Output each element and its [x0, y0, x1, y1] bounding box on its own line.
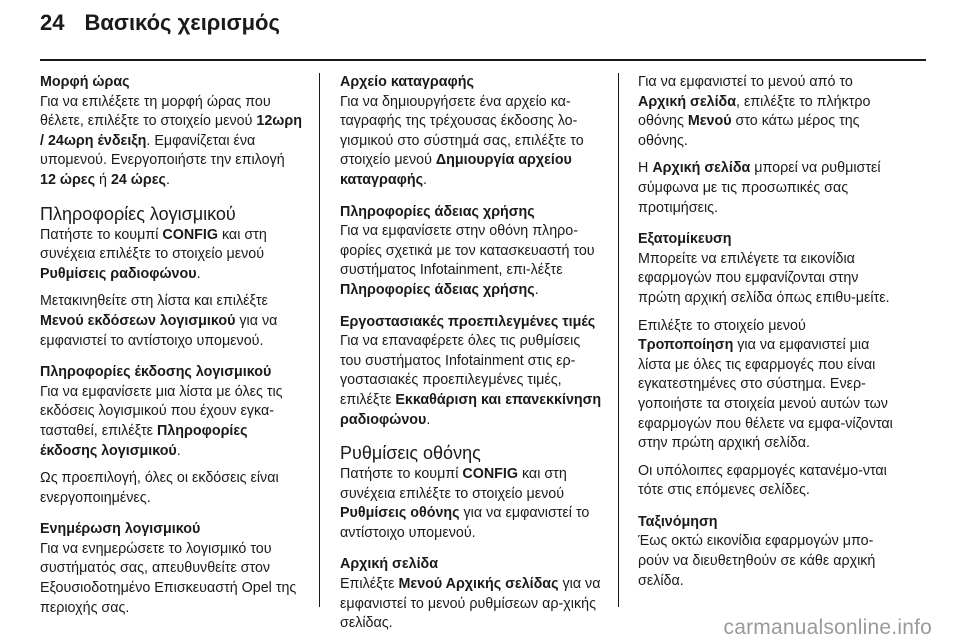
section-title: Πληροφορίες έκδοσης λογισμικού — [40, 364, 272, 381]
section-software-version-info — [40, 363, 302, 508]
text: Για να εμφανίσετε μια λίστα με όλες τις εκδόσεις λογισμικού που έχουν εγκα-τασταθεί, επιλέξτε — [40, 383, 283, 439]
text: και στη συνέχεια επιλέξτε το στοιχείο μενού — [40, 226, 267, 263]
text: . — [176, 442, 181, 459]
column-left — [40, 73, 302, 630]
text: στο κάτω μέρος της οθόνης. — [638, 113, 860, 149]
section-title: Μορφή ώρας — [40, 74, 130, 90]
section-software-info — [40, 203, 302, 352]
text: και στη συνέχεια επιλέξτε το στοιχείο μενού — [340, 466, 567, 502]
paragraph: Έως οκτώ εικονίδια εφαρμογών μπο-ρούν να διευθετηθούν σε κάθε αρχική σελίδα. — [638, 533, 876, 589]
menu-item-ref: Ρυθμίσεις οθόνης — [340, 505, 460, 522]
menu-item-ref: Ρυθμίσεις ραδιοφώνου — [40, 265, 197, 282]
paragraph: Μπορείτε να επιλέγετε τα εικονίδια εφαρμογών που εμφανίζονται στην πρώτη αρχική σελίδα όπως επιθυ-μείτε. — [638, 250, 890, 306]
text: Επιλέξτε το στοιχείο μενού — [638, 317, 806, 334]
column-divider — [319, 73, 320, 607]
text: , επιλέξτε το πλήκτρο οθόνης — [638, 93, 871, 130]
section-title: Ενημέρωση λογισμικού — [40, 521, 201, 538]
section-title: Ταξινόμηση — [638, 513, 718, 530]
page-number: 24 — [40, 10, 65, 35]
text: για να εμφανιστεί το αντίστοιχο υπομενού. — [340, 505, 590, 541]
paragraph: Ως προεπιλογή, όλες οι εκδόσεις είναι ενεργοποιημένες. — [40, 470, 279, 506]
text: για να εμφανιστεί το μενού ρυθμίσεων αρ-χικής σελίδας. — [340, 576, 601, 632]
text: . Εμφανίζεται ένα υπομενού. Ενεργοποιήστε την επιλογή — [40, 132, 285, 169]
section-factory-defaults — [340, 313, 602, 431]
menu-item-ref: Εκκαθάριση και επανεκκίνηση ραδιοφώνου — [340, 391, 602, 428]
menu-item-ref: Δημιουργία αρχείου καταγραφής — [340, 152, 572, 188]
page-header — [40, 10, 280, 50]
paragraph — [638, 159, 902, 218]
text: για να εμφανιστεί το αντίστοιχο υπομενού. — [40, 312, 278, 349]
section-title: Πληροφορίες άδειας χρήσης — [340, 203, 535, 220]
header-rule — [40, 59, 926, 61]
text: . — [196, 265, 201, 282]
menu-item-ref: Μενού εκδόσεων λογισμικού — [40, 312, 236, 329]
paragraph — [40, 93, 302, 191]
text: Για να εμφανιστεί το μενού από το — [638, 74, 853, 90]
text: Για να επιλέξετε τη μορφή ώρας που θέλετε, επιλέξτε το στοιχείο μενού — [40, 93, 271, 130]
option-ref: 12 ώρες — [40, 171, 96, 188]
text: Για να εμφανίσετε στην οθόνη πληρο-φορίες σχετικά με τον κατασκευαστή του συστήματος Infotainment, επι-λέξτε — [340, 223, 595, 279]
menu-item-ref: Αρχική σελίδα — [652, 160, 751, 177]
menu-item-ref: 12ωρη / 24ωρη ένδειξη — [40, 113, 302, 149]
text: μπορεί να ρυθμιστεί σύμφωνα με τις προσωπικές σας προτιμήσεις. — [638, 160, 881, 216]
section-time-format — [40, 73, 302, 191]
text: Μετακινηθείτε στη λίστα και επιλέξτε — [40, 293, 268, 310]
paragraph — [40, 383, 302, 461]
paragraph — [638, 73, 902, 151]
paragraph — [340, 575, 602, 634]
text: ή — [95, 171, 111, 188]
section-log-file — [340, 73, 602, 191]
text: . — [165, 171, 170, 188]
paragraph — [340, 332, 602, 430]
paragraph — [340, 93, 602, 191]
section-sorting — [638, 513, 902, 591]
text: . — [423, 171, 428, 188]
section-heading: Ρυθμίσεις οθόνης — [340, 443, 481, 464]
text: Για να επαναφέρετε όλες τις ρυθμίσεις του συστήματος Infotainment στις ερ-γοστασιακές προεπιλεγμένες τιμές, επιλέξτε — [340, 333, 581, 408]
button-ref: CONFIG — [462, 466, 518, 483]
menu-item-ref: Πληροφορίες άδειας χρήσης — [340, 281, 535, 298]
section-title: Εργοστασιακές προεπιλεγμένες τιμές — [340, 313, 596, 330]
menu-item-ref: Μενού Αρχικής σελίδας — [398, 576, 559, 593]
section-software-update — [40, 520, 302, 618]
paragraph — [340, 222, 602, 300]
menu-item-ref: Πληροφορίες έκδοσης λογισμικού — [40, 422, 248, 459]
text: Επιλέξτε — [340, 576, 399, 593]
section-title: Αρχική σελίδα — [340, 556, 438, 573]
paragraph — [40, 226, 302, 285]
page-title: Βασικός χειρισμός — [84, 10, 280, 35]
text: Πατήστε το κουμπί — [40, 226, 163, 243]
column-middle — [340, 73, 602, 642]
paragraph — [340, 465, 602, 543]
menu-item-ref: Αρχική σελίδα — [638, 93, 736, 110]
column-right — [638, 73, 902, 603]
section-title: Εξατομίκευση — [638, 231, 732, 248]
text: Η — [638, 160, 653, 177]
button-ref: CONFIG — [162, 226, 218, 243]
menu-item-ref: Τροποποίηση — [638, 337, 734, 354]
text: . — [426, 411, 431, 428]
section-home-page — [340, 555, 602, 633]
button-ref: Μενού — [687, 113, 732, 130]
section-home-menu — [638, 73, 902, 218]
watermark: carmanualsonline.info — [723, 616, 932, 639]
text: Πατήστε το κουμπί — [340, 466, 463, 483]
section-heading: Πληροφορίες λογισμικού — [40, 203, 236, 224]
section-title: Αρχείο καταγραφής — [340, 74, 474, 90]
paragraph: Για να ενημερώσετε το λογισμικό του συστήματός σας, απευθυνθείτε στον Εξουσιοδοτημένο Επισκευαστή Opel της περιοχής σας. — [40, 540, 297, 616]
option-ref: 24 ώρες — [110, 171, 166, 188]
section-license-info — [340, 203, 602, 301]
text: Για να δημιουργήσετε ένα αρχείο κα-ταγραφής της τρέχουσας έκδοσης λο-γισμικού στο σύστημά σας, επιλέξτε το στοιχείο μενού — [340, 93, 584, 169]
section-display-settings — [340, 442, 602, 543]
paragraph — [40, 292, 302, 351]
paragraph: Οι υπόλοιπες εφαρμογές κατανέμο-νται τότε στις επόμενες σελίδες. — [638, 462, 887, 499]
text: . — [534, 281, 539, 298]
paragraph — [638, 317, 902, 454]
section-customize — [638, 230, 902, 501]
text: για να εμφανιστεί μια λίστα με όλες τις εφαρμογές που είναι εγκατεστημένες στο σύστημα. Ενερ-γοποιήστε τα στοιχεία μενού αυτών των εφαρμογών που θέλετε να εμφα-νίζονται στην πρώτη αρχική σελίδα. — [638, 337, 893, 452]
column-divider — [618, 73, 619, 607]
